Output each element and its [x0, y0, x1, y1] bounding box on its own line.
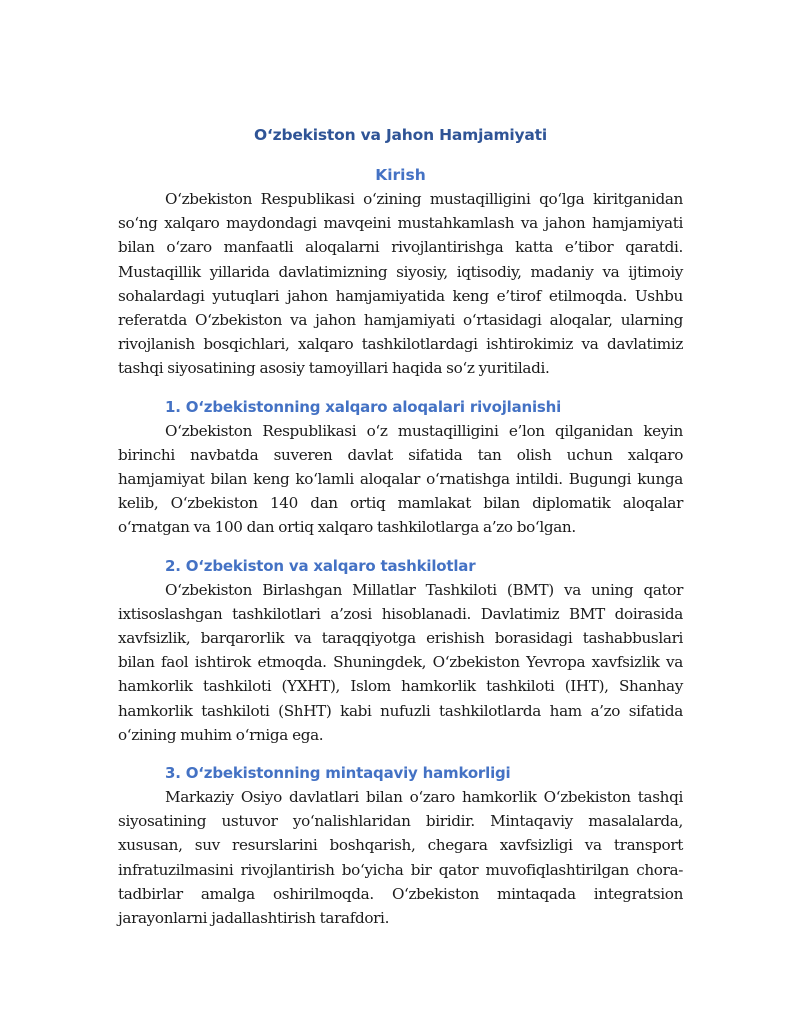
section-1-heading: 1. O‘zbekistonning xalqaro aloqalari rivojlanishi	[165, 397, 562, 416]
section-2-paragraph: O‘zbekiston Birlashgan Millatlar Tashkiloti (BMT) va uning qator ixtisoslashgan tashkilotlari a’zosi hisoblanadi. Davlatimiz BMT doirasida xavfsizlik, barqarorlik va taraqqiyotga erishish borasidagi tashabbuslari bilan faol ishtirok etmoqda. Shuningdek, O‘zbekiston Yevropa xavfsizlik va hamkorlik tashkiloti (YXHT), Islom hamkorlik tashkiloti (IHT), Shanhay hamkorlik tashkiloti (ShHT) kabi nufuzli tashkilotlarda ham a’zo sifatida o‘zining muhim o‘rniga ega.	[118, 580, 683, 744]
section-1-paragraph: O‘zbekiston Respublikasi o‘z mustaqilligini e’lon qilganidan keyin birinchi navbatda suveren davlat sifatida tan olish uchun xalqaro hamjamiyat bilan keng ko‘lamli aloqalar o‘rnatishga intildi. Bugungi kunga kelib, O‘zbekiston 140 dan ortiq mamlakat bilan diplomatik aloqalar o‘rnatgan va 100 dan ortiq xalqaro tashkilotlarga a’zo bo‘lgan.	[118, 421, 683, 537]
intro-paragraph: O‘zbekiston Respublikasi o‘zining mustaqilligini qo‘lga kiritganidan so‘ng xalqaro maydondagi mavqeini mustahkamlash va jahon hamjamiyati bilan o‘zaro manfaatli aloqalarni rivojlantirishga katta e’tibor qaratdi. Mustaqillik yillarida davlatimizning siyosiy, iqtisodiy, madaniy va ijtimoiy sohalardagi yutuqlari jahon hamjamiyatida keng e’tirof etilmoqda. Ushbu referatda O‘zbekiston va jahon hamjamiyati o‘rtasidagi aloqalar, ularning rivojlanish bosqichlari, xalqaro tashkilotlardagi ishtirokimiz va davlatimiz tashqi siyosatining asosiy tamoyillari haqida so‘z yuritiladi.	[118, 190, 683, 378]
section-2-heading: 2. O‘zbekiston va xalqaro tashkilotlar	[165, 556, 476, 575]
section-3-paragraph: Markaziy Osiyo davlatlari bilan o‘zaro hamkorlik O‘zbekiston tashqi siyosatining ustuvor yo‘nalishlaridan biridir. Mintaqaviy masalalarda, xususan, suv resurslarini boshqarish, chegara xavfsizligi va transport infratuzilmasini rivojlantirish bo‘yicha bir qator muvofiqlashtirilgan chora-tadbirlar amalga oshirilmoqda. O‘zbekiston mintaqada integratsion jarayonlarni jadallashtirish tarafdori.	[118, 788, 683, 928]
document-page	[118, 118, 683, 930]
section-3-heading: 3. O‘zbekistonning mintaqaviy hamkorligi	[165, 764, 511, 783]
document-title: O‘zbekiston va Jahon Hamjamiyati	[253, 126, 548, 144]
intro-heading: Kirish	[375, 166, 426, 184]
